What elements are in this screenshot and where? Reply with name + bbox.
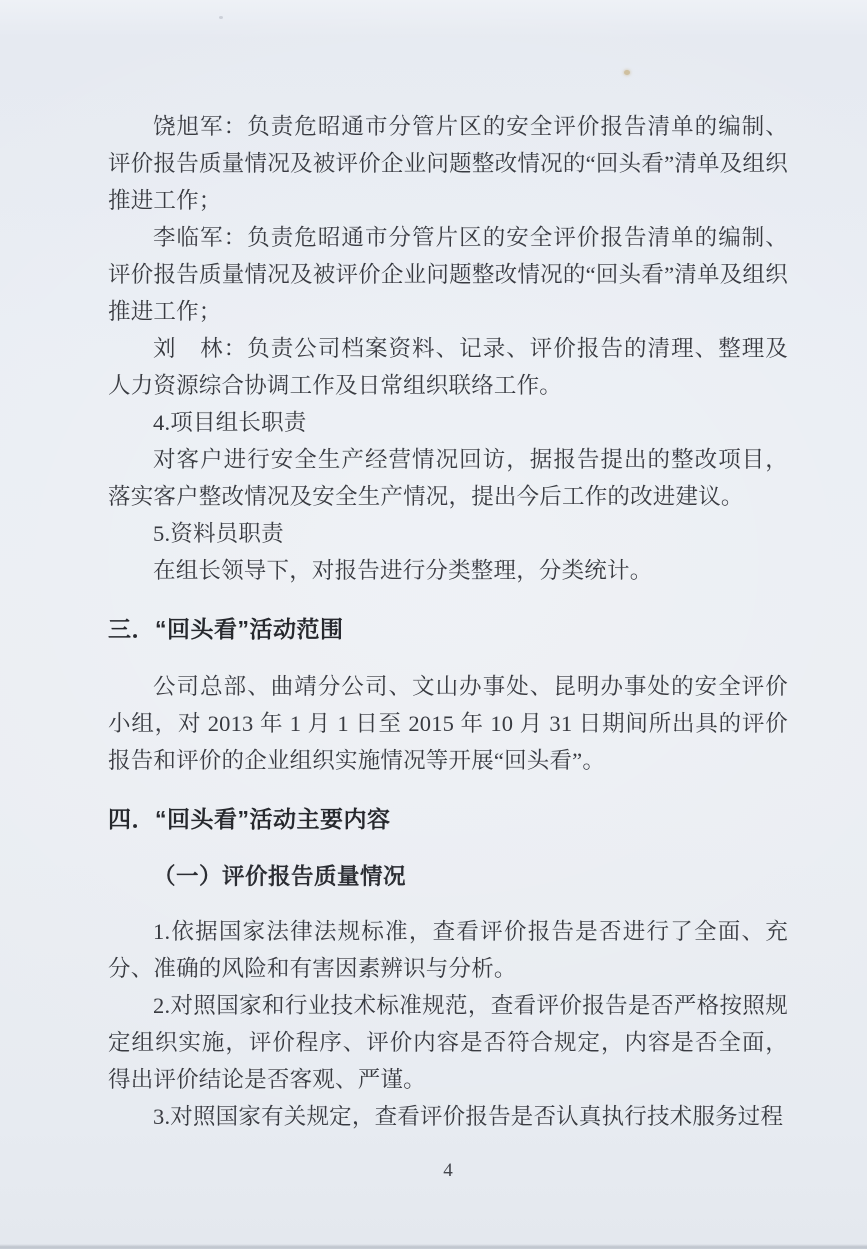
item-5-archivist-duty-title: 5.资料员职责 <box>153 521 284 546</box>
paragraph-point-2: 2.对照国家和行业技术标准规范，查看评价报告是否严格按照规定组织实施，评价程序、评价内容是否符合规定，内容是否全面，得出评价结论是否客观、严谨。 <box>108 993 788 1092</box>
item-4-project-leader-duty-title: 4.项目组长职责 <box>153 410 307 435</box>
item-4-project-leader-duty-body: 对客户进行安全生产经营情况回访，据报告提出的整改项目，落实客户整改情况及安全生产情况，提出今后工作的改进建议。 <box>108 447 788 509</box>
paragraph-liu-lin-duties: 刘 林：负责公司档案资料、记录、评价报告的清理、整理及人力资源综合协调工作及日常组织联络工作。 <box>108 336 788 398</box>
scan-artifact-speck <box>219 16 223 19</box>
paragraph-rao-xujun-duties: 饶旭军：负责危昭通市分管片区的安全评价报告清单的编制、评价报告质量情况及被评价企业问题整改情况的“回头看”清单及组织推进工作； <box>108 114 788 213</box>
paragraph-point-3: 3.对照国家有关规定，查看评价报告是否认真执行技术服务过程 <box>153 1104 784 1129</box>
paragraph-activity-scope-body: 公司总部、曲靖分公司、文山办事处、昆明办事处的安全评价小组，对 2013 年 1 月 1 日至 2015 年 10 月 31 日期间所出具的评价报告和评价的企业组织实施情况等开展“回头看”。 <box>108 674 788 773</box>
section-heading-3-activity-scope: 三．“回头看”活动范围 <box>108 616 344 642</box>
paragraph-li-linjun-duties: 李临军：负责危昭通市分管片区的安全评价报告清单的编制、评价报告质量情况及被评价企业问题整改情况的“回头看”清单及组织推进工作； <box>108 225 788 324</box>
document-body <box>108 108 788 1135</box>
section-heading-4-main-content: 四．“回头看”活动主要内容 <box>108 806 391 832</box>
item-5-archivist-duty-body: 在组长领导下，对报告进行分类整理，分类统计。 <box>153 558 653 583</box>
paragraph-point-1: 1.依据国家法律法规标准，查看评价报告是否进行了全面、充分、准确的风险和有害因素辨识与分析。 <box>108 919 788 981</box>
subheading-report-quality: （一）评价报告质量情况 <box>153 864 407 889</box>
scan-artifact-speck <box>624 70 630 75</box>
page-number: 4 <box>443 1160 453 1181</box>
